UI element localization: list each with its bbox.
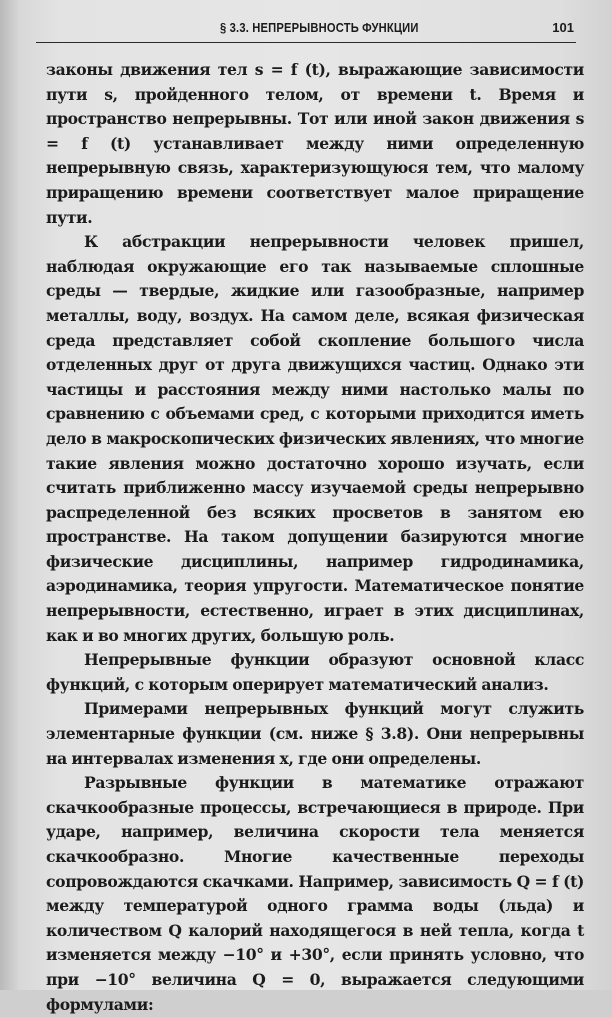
page-number: 101 — [552, 20, 574, 35]
section-title: § 3.3. НЕПРЕРЫВНОСТЬ ФУНКЦИИ — [220, 20, 419, 35]
paragraph-4: Примерами непрерывных функций могут служить элементарные функции (см. ниже § 3.8). Они непрерывны на интервалах изменения x, где они определены. — [46, 699, 584, 768]
body-text — [46, 58, 584, 1017]
paragraph-2: К абстракции непрерывности человек пришел, наблюдая окружающие его так называемые сплошные среды — твердые, жидкие или газообразные, например металлы, воду, воздух. На самом деле, всякая физическая среда представляет собой скопление большого числа отделенных друг от друга движущихся частиц. Однако эти частицы и расстояния между ними настолько малы по сравнению с объемами сред, с которыми приходится иметь дело в макроскопических физических явлениях, что многие такие явления можно достаточно хорошо изучать, если считать приближенно массу изучаемой среды непрерывно распределенной без всяких просветов в занятом ею пространстве. На таком допущении базируются многие физические дисциплины, например гидродинамика, аэродинамика, теория упругости. Математическое понятие непрерывности, естественно, играет в этих дисциплинах, как и во многих других, большую роль. — [46, 232, 584, 645]
paragraph-1: законы движения тел s = f (t), выражающие зависимости пути s, пройденного телом, от времени t. Время и пространство непрерывны. Тот или иной закон движения s = f (t) устанавливает между ними определенную непрерывную связь, характеризующуюся тем, что малому приращению времени соответствует малое приращение пути. — [46, 60, 584, 227]
paragraph-3: Непрерывные функции образуют основной класс функций, с которым оперирует математический анализ. — [46, 650, 584, 694]
paragraph-5: Разрывные функции в математике отражают скачкообразные процессы, встречающиеся в природе. При ударе, например, величина скорости тела меняется скачкообразно. Многие качественные переходы сопровождаются скачками. Например, зависимость Q = f (t) между температурой одного грамма воды (льда) и количеством Q калорий находящегося в ней тепла, когда t изменяется между −10° и +30°, если принять условно, что при −10° величина Q = 0, выражается следующими формулами: — [46, 773, 584, 1014]
running-header — [36, 18, 576, 43]
